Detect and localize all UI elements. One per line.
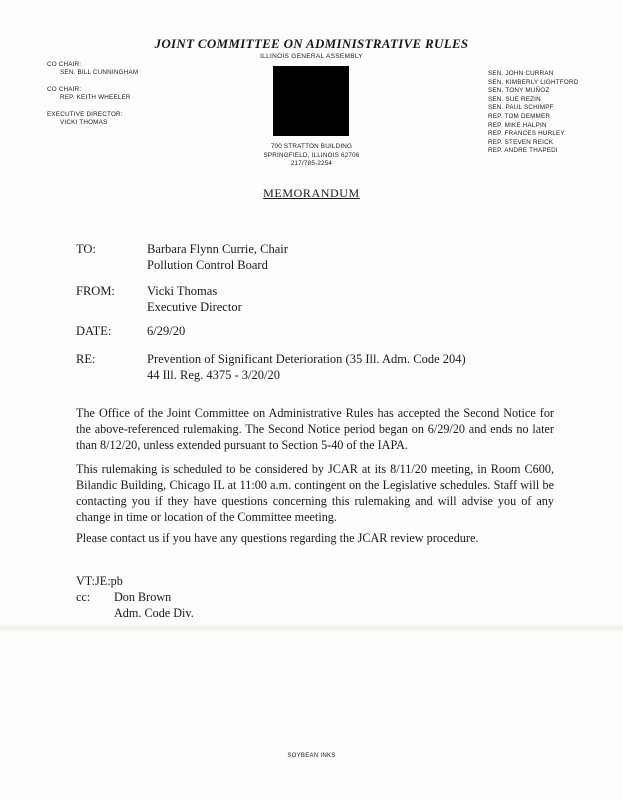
to-value	[147, 241, 288, 273]
member-name: REP. TOM DEMMER	[488, 112, 551, 120]
member-name: SEN. PAUL SCHIMPF	[488, 104, 554, 112]
letterhead-title: JOINT COMMITTEE ON ADMINISTRATIVE RULES	[154, 36, 469, 51]
to-label: TO:	[76, 242, 96, 256]
re-label: RE:	[76, 352, 96, 366]
officer-name: REP. KEITH WHEELER	[60, 94, 131, 101]
initials: VT:JE:pb	[76, 574, 123, 588]
cc-recipients	[114, 589, 194, 621]
date-value: 6/29/20	[147, 324, 186, 338]
officers-list	[47, 61, 138, 136]
member-name: REP. ANDRE THAPEDI	[488, 147, 558, 155]
officer-role: EXECUTIVE DIRECTOR:	[47, 111, 123, 118]
officer-name: SEN. BILL CUNNINGHAM	[60, 69, 139, 76]
letterhead-subtitle: ILLINOIS GENERAL ASSEMBLY	[260, 53, 363, 60]
scan-artifact	[0, 624, 623, 632]
from-value	[147, 283, 242, 315]
re-line: Prevention of Significant Deterioration (35 Ill. Adm. Code 204)	[147, 352, 466, 366]
member-name: REP. MIKE HALPIN	[488, 121, 547, 129]
member-name: REP. FRANCES HURLEY	[488, 130, 565, 138]
office-address	[0, 143, 623, 169]
address-line: 217/785-2254	[290, 160, 333, 168]
cc-recipient: Don Brown	[114, 590, 172, 604]
from-line: Vicki Thomas	[147, 284, 218, 298]
body-paragraph: Please contact us if you have any questions regarding the JCAR review procedure.	[76, 531, 479, 545]
officer-name: VICKI THOMAS	[60, 119, 108, 126]
member-name: SEN. KIMBERLY LIGHTFORD	[488, 78, 579, 86]
date-label: DATE:	[76, 324, 112, 338]
officer-entry	[47, 61, 138, 77]
memo-heading: MEMORANDUM	[263, 186, 360, 200]
body-paragraph: The Office of the Joint Committee on Administrative Rules has accepted the Second Notice for the above-referenced rulemaking. The Second Notice period began on 6/29/20 and ends no later than 8/12/20, unless extended pursuant to Section 5-40 of the IAPA.	[76, 406, 554, 452]
cc-label: cc:	[76, 590, 91, 604]
address-line: SPRINGFIELD, ILLINOIS 62706	[263, 151, 360, 159]
officer-entry	[47, 86, 138, 102]
to-line: Pollution Control Board	[147, 258, 268, 272]
address-line: 700 STRATTON BUILDING	[270, 143, 353, 150]
body-paragraph: This rulemaking is scheduled to be considered by JCAR at its 8/11/20 meeting, in Room C600, Bilandic Building, Chicago IL at 11:00 a.m. contingent on the Legislative schedules. Staff will be contacting you if they have questions concerning this rulemaking and will advise you of any change in time or location of the Committee meeting.	[76, 462, 554, 524]
re-value	[147, 351, 466, 383]
member-name: SEN. JOHN CURRAN	[488, 70, 554, 77]
officer-role: CO CHAIR:	[47, 86, 82, 93]
to-line: Barbara Flynn Currie, Chair	[147, 242, 288, 256]
officer-entry	[47, 111, 138, 127]
cc-recipient: Adm. Code Div.	[114, 606, 194, 620]
redacted-seal	[273, 66, 349, 136]
officer-role: CO CHAIR:	[47, 61, 82, 68]
re-line: 44 Ill. Reg. 4375 - 3/20/20	[147, 368, 280, 382]
from-label: FROM:	[76, 284, 115, 298]
member-name: SEN. SUE REZIN	[488, 95, 541, 103]
member-name: REP. STEVEN REICK	[488, 138, 554, 146]
from-line: Executive Director	[147, 300, 242, 314]
member-name: SEN. TONY MUÑOZ	[488, 87, 550, 95]
footer-note: SOYBEAN INKS	[287, 753, 336, 759]
